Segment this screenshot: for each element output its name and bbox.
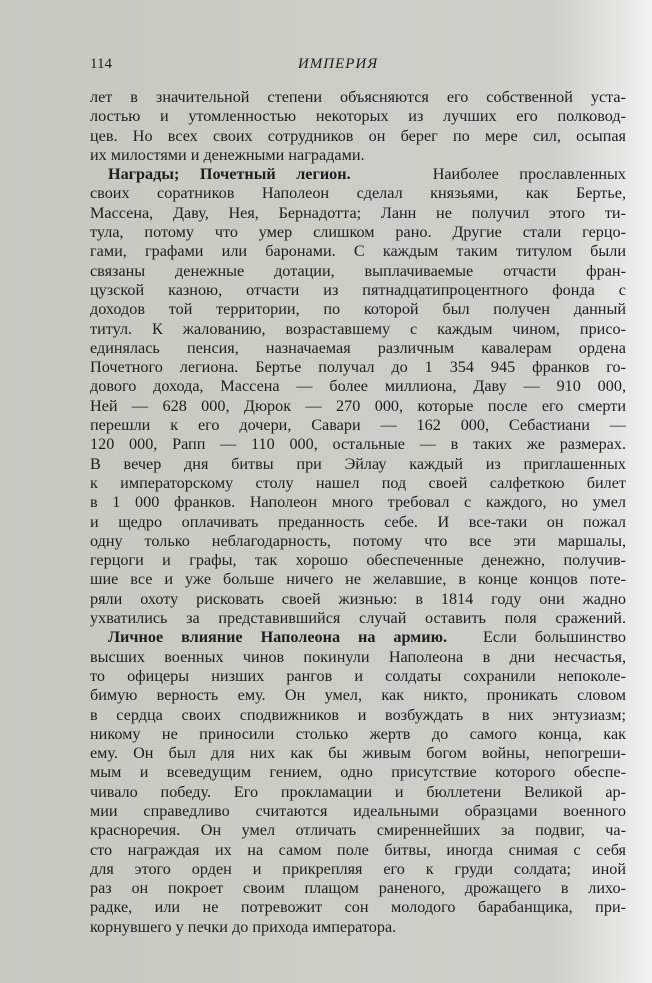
text-line <box>90 628 626 647</box>
text-line: в 1 000 франков. Наполеон много требовал с каждого, но умел <box>90 493 626 512</box>
text-line: одну только неблагодарность, потому что все эти маршалы, <box>90 531 626 550</box>
text-line: ряли охоту рисковать своей жизнью: в 1814 году они жадно <box>90 589 626 608</box>
text-line: раз он покроет своим плащом раненого, дрожащего в лихо- <box>90 879 626 898</box>
body-text <box>90 88 626 937</box>
book-page <box>90 56 626 937</box>
text-line: бимую верность ему. Он умел, как никто, проникать словом <box>90 686 626 705</box>
text-line: лостью и утомленностью некоторых из лучших его полковод- <box>90 107 626 126</box>
text-line: В вечер дня битвы при Эйлау каждый из приглашенных <box>90 454 626 473</box>
text-line: корнувшего у печки до прихода императора. <box>90 917 397 936</box>
text-line: Почетного легиона. Бертье получал до 1 354 945 франков го- <box>90 358 626 377</box>
section-heading: Награды; Почетный легион. <box>108 165 351 184</box>
text-line: ему. Он был для них как бы живым богом войны, непогреши- <box>90 744 626 763</box>
text-line: гами, графами или баронами. С каждым таким титулом были <box>90 242 626 261</box>
text-line <box>90 165 626 184</box>
section-heading: Личное влияние Наполеона на армию. <box>108 628 448 647</box>
text-line: Массена, Даву, Нея, Бернадотта; Ланн не получил этого ти- <box>90 203 626 222</box>
text-line: ухватились за представившийся случай оставить поля сражений. <box>90 609 626 628</box>
text-line: лет в значительной степени объясняются его собственной уста- <box>90 88 626 106</box>
page-number: 114 <box>90 56 112 72</box>
paragraph-continuation <box>90 88 626 165</box>
text-line: к императорскому столу нашел под своей салфеткою билет <box>90 473 626 492</box>
text-line: мии справедливо считаются идеальными образцами военного <box>90 801 626 820</box>
text-line: их милостями и денежными наградами. <box>90 145 365 164</box>
text-line: для этого орден и прикрепляя его к груди солдата; иной <box>90 859 626 878</box>
text-line: перешли к его дочери, Савари — 162 000, Себастиани — <box>90 416 626 435</box>
text-line: радке, или не потревожит сон молодого барабанщика, при- <box>90 898 626 917</box>
running-title: ИМПЕРИЯ <box>297 56 379 72</box>
text-line: цузской казною, отчасти из пятнадцатипроцентного фонда с <box>90 280 626 299</box>
text-line: связаны денежные дотации, выплачиваемые отчасти фран- <box>90 261 626 280</box>
text-line: в сердца своих сподвижников и возбуждать в них энтузиазм; <box>90 705 626 724</box>
text-line: титул. К жалованию, возраставшему с каждым чином, присо- <box>90 319 626 338</box>
text-line: сто награждая их на самом поле битвы, иногда снимая с себя <box>90 840 626 859</box>
page-header <box>90 56 626 78</box>
text-line: никому не приносили столько жертв до самого конца, как <box>90 724 626 743</box>
text-line: то офицеры низших рангов и солдаты сохранили непоколе- <box>90 666 626 685</box>
text-line: 120 000, Рапп — 110 000, остальные — в таких же размерах. <box>90 435 626 454</box>
text-line: своих соратников Наполеон сделал князьями, как Бертье, <box>90 184 626 203</box>
text-line: высших военных чинов покинули Наполеона в дни несчастья, <box>90 647 626 666</box>
text-line: доходов той территории, по которой был получен данный <box>90 300 626 319</box>
text-run: Если большинство <box>482 628 626 647</box>
text-line: цев. Но всех своих сотрудников он берег по мере сил, осыпая <box>90 126 626 145</box>
text-line: тула, потому что умер слишком рано. Другие стали герцо- <box>90 223 626 242</box>
text-line: единялась пенсия, назначаемая различным кавалерам ордена <box>90 338 626 357</box>
paragraph-awards-legion <box>90 165 626 628</box>
paragraph-personal-influence <box>90 628 626 937</box>
text-line: дового дохода, Массена — более миллиона, Даву — 910 000, <box>90 377 626 396</box>
text-line: красноречия. Он умел отличать смиреннейших за подвиг, ча- <box>90 821 626 840</box>
text-line: мым и всеведущим гением, одно присутствие которого обеспе- <box>90 763 626 782</box>
text-line: чивало победу. Его прокламации и бюллетени Великой ар- <box>90 782 626 801</box>
text-line: Ней — 628 000, Дюрок — 270 000, которые после его смерти <box>90 396 626 415</box>
text-line: герцоги и графы, так хорошо обеспеченные денежно, получив- <box>90 551 626 570</box>
text-line: и щедро оплачивать преданность себе. И все-таки он пожал <box>90 512 626 531</box>
text-line: шие все и уже больше ничего не желавшие, в конце концов поте- <box>90 570 626 589</box>
text-run: Наиболее прославленных <box>432 165 626 184</box>
